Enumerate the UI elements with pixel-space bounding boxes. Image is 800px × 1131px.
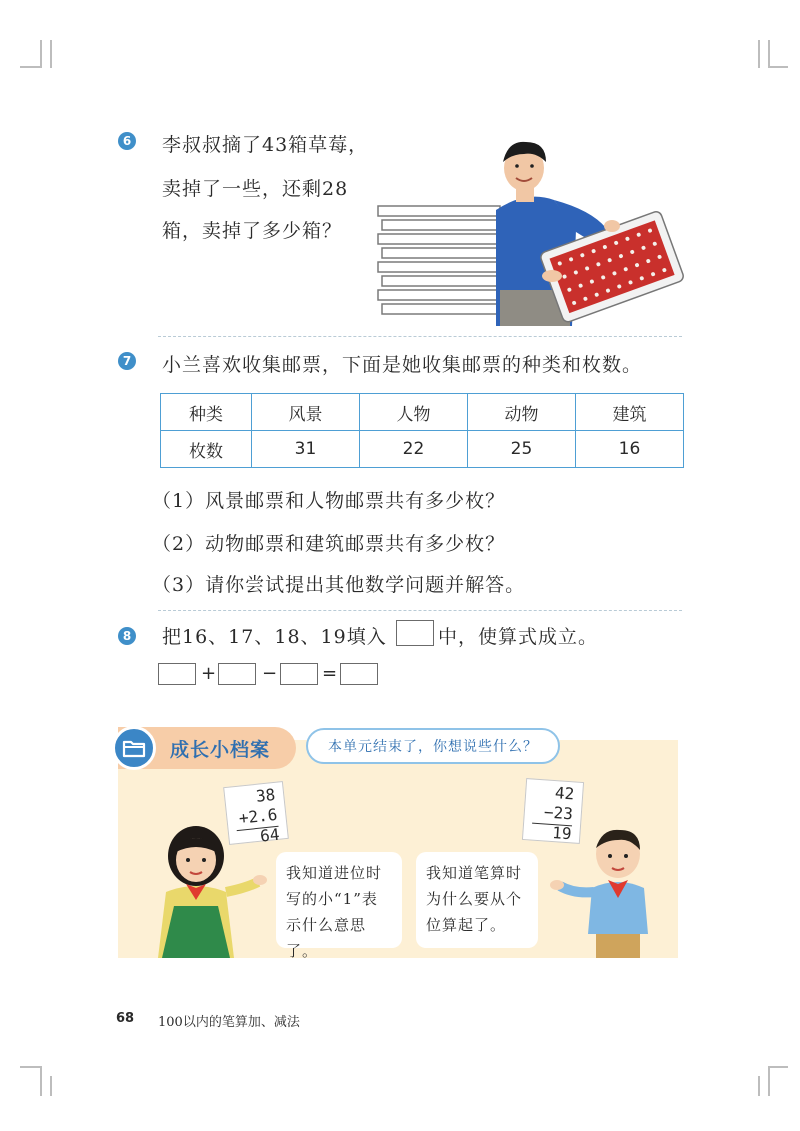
card-result: 19 xyxy=(551,823,573,844)
plus-sign: + xyxy=(201,663,217,684)
table-cell: 31 xyxy=(252,431,360,468)
girl-speech-bubble xyxy=(276,852,402,960)
folder-icon xyxy=(112,726,156,770)
table-header-cell: 风景 xyxy=(252,394,360,431)
crop-mark xyxy=(40,40,42,68)
stamp-table xyxy=(160,393,684,468)
table-header-cell: 建筑 xyxy=(576,394,684,431)
card-mid-number: +2.6 xyxy=(237,804,279,828)
card-top-number: 38 xyxy=(255,784,277,806)
card-mid-number: −23 xyxy=(543,802,574,824)
table-header-cell: 动物 xyxy=(468,394,576,431)
problem-7-intro: 小兰喜欢收集邮票，下面是她收集邮票的种类和枚数。 xyxy=(162,354,643,376)
answer-box[interactable] xyxy=(340,663,378,685)
girl-speech-line: 示什么意思了。 xyxy=(286,916,367,960)
table-cell: 25 xyxy=(468,431,576,468)
problem-6-line-2: 卖掉了一些，还剩28 xyxy=(162,178,349,200)
section-divider xyxy=(158,610,682,611)
boy-speech-line: 我知道笔算时 xyxy=(426,864,523,882)
problem-7-badge: 7 xyxy=(118,352,136,370)
table-header-cell: 种类 xyxy=(161,394,252,431)
crop-mark xyxy=(40,1066,42,1096)
boy-speech-bubble xyxy=(416,852,538,948)
problem-7-question-2: （2）动物邮票和建筑邮票共有多少枚？ xyxy=(152,533,506,555)
growth-prompt-bubble: 本单元结束了，你想说些什么？ xyxy=(306,728,560,764)
table-cell: 枚数 xyxy=(161,431,252,468)
crop-mark xyxy=(50,40,52,68)
problem-8-text-before: 把16、17、18、19填入 xyxy=(162,626,387,648)
problem-7-question-1: （1）风景邮票和人物邮票共有多少枚？ xyxy=(152,490,506,512)
girl-speech-line: 写的小“1”表 xyxy=(286,890,378,908)
chapter-title: 100以内的笔算加、减法 xyxy=(158,1015,300,1030)
crop-mark xyxy=(20,1066,42,1068)
card-top-number: 42 xyxy=(554,783,575,804)
answer-box[interactable] xyxy=(158,663,196,685)
minus-sign: − xyxy=(262,663,278,684)
crop-mark xyxy=(768,1066,788,1068)
section-divider xyxy=(158,336,682,337)
card-result: 64 xyxy=(259,824,281,846)
crop-mark xyxy=(758,1076,760,1096)
growth-archive-title: 成长小档案 xyxy=(170,739,271,761)
answer-box[interactable] xyxy=(396,620,434,646)
problem-6-badge: 6 xyxy=(118,132,136,150)
crop-mark xyxy=(50,1076,52,1096)
answer-box[interactable] xyxy=(218,663,256,685)
equals-sign: = xyxy=(322,663,338,684)
answer-box[interactable] xyxy=(280,663,318,685)
page-number: 68 xyxy=(116,1011,135,1026)
problem-8-badge: 8 xyxy=(118,627,136,645)
girl-illustration xyxy=(150,820,270,958)
boy-speech-line: 为什么要从个 xyxy=(426,890,523,908)
boy-speech-line: 位算起了。 xyxy=(426,916,507,934)
problem-8-text-after: 中，使算式成立。 xyxy=(438,626,599,648)
table-row xyxy=(161,431,684,468)
problem-7-question-3: （3）请你尝试提出其他数学问题并解答。 xyxy=(152,574,526,596)
crop-mark xyxy=(758,40,760,68)
problem-6-line-3: 箱，卖掉了多少箱？ xyxy=(162,220,343,242)
boy-illustration xyxy=(546,822,658,958)
crop-mark xyxy=(768,40,770,68)
table-header-cell: 人物 xyxy=(360,394,468,431)
table-cell: 16 xyxy=(576,431,684,468)
girl-speech-line: 我知道进位时 xyxy=(286,864,383,882)
man-strawberry-illustration xyxy=(376,140,686,330)
table-header-row xyxy=(161,394,684,431)
crop-mark xyxy=(20,66,42,68)
crop-mark xyxy=(768,1066,770,1096)
problem-6-line-1: 李叔叔摘了43箱草莓， xyxy=(162,134,369,156)
crop-mark xyxy=(768,66,788,68)
table-cell: 22 xyxy=(360,431,468,468)
